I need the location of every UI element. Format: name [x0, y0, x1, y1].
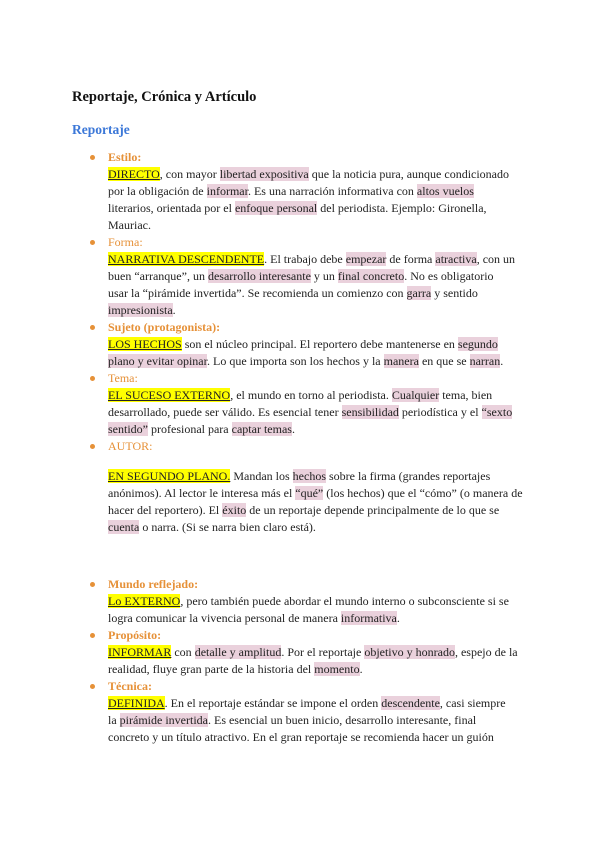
text-segment: , casi siempre [439, 695, 506, 710]
text-segment: del periodista. Ejemplo: Gironella, [317, 200, 487, 215]
text-line [108, 519, 600, 536]
text-segment: y sentido [431, 285, 478, 300]
text-segment: . Es una narración informativa con [247, 183, 417, 198]
text-line [108, 166, 600, 183]
text-segment: literarios, orientada por el [108, 200, 235, 215]
highlighted-phrase: enfoque personal [234, 200, 318, 215]
text-segment: . Por el reportaje [281, 644, 365, 659]
bullet-icon [90, 325, 95, 330]
text-line [108, 251, 600, 268]
text-line [108, 729, 600, 746]
text-segment: por la obligación de [108, 183, 207, 198]
text-segment: Mauriac. [108, 217, 151, 232]
item-label: Mundo reflejado: [108, 576, 199, 591]
list-item [0, 149, 600, 234]
item-body [108, 695, 600, 746]
text-line [108, 183, 600, 200]
text-segment: , con mayor [159, 166, 220, 181]
highlighted-phrase: hechos [292, 468, 326, 483]
text-line [108, 404, 600, 421]
highlighted-phrase: “sexto [481, 404, 513, 419]
text-segment: tema, bien [439, 387, 493, 402]
document-title: Reportaje, Crónica y Artículo [72, 89, 257, 105]
highlighted-phrase: desarrollo interesante [207, 268, 311, 283]
highlighted-phrase: altos vuelos [416, 183, 474, 198]
key-term-highlight: LOS HECHOS [108, 336, 182, 351]
text-segment: y un [310, 268, 338, 283]
highlighted-phrase: narran [469, 353, 501, 368]
highlighted-phrase: segundo [457, 336, 498, 351]
text-line [108, 353, 600, 370]
key-term-highlight: INFORMAR [108, 644, 172, 659]
text-segment: . [291, 421, 295, 436]
highlighted-phrase: cuenta [108, 519, 140, 534]
text-segment: que la noticia pura, aunque condicionado [308, 166, 510, 181]
text-segment: usar la “pirámide invertida”. Se recomienda un comienzo con [108, 285, 407, 300]
text-segment: . El trabajo debe [264, 251, 346, 266]
text-segment: , el mundo en torno al periodista. [230, 387, 392, 402]
text-line [108, 285, 600, 302]
item-label: Tema: [108, 370, 138, 385]
text-line [108, 200, 600, 217]
list-item [0, 627, 600, 678]
text-segment: hacer del reportero). El [108, 502, 223, 517]
text-line [108, 387, 600, 404]
text-line [108, 695, 600, 712]
highlighted-phrase: sensibilidad [341, 404, 399, 419]
highlighted-phrase: empezar [345, 251, 387, 266]
highlighted-phrase: atractiva [435, 251, 477, 266]
text-segment: logra comunicar la vivencia personal de manera [108, 610, 341, 625]
list-item [0, 234, 600, 319]
text-segment: Mandan los [230, 468, 293, 483]
text-line [108, 421, 600, 438]
text-segment: periodística y el [398, 404, 482, 419]
list-item [0, 576, 600, 627]
text-line [108, 302, 600, 319]
highlighted-phrase: descendente [381, 695, 440, 710]
item-body [108, 644, 600, 678]
text-segment: realidad, fluye gran parte de la historia del [108, 661, 315, 676]
text-segment: de un reportaje depende principalmente de lo que se [246, 502, 500, 517]
key-term-highlight: DIRECTO [108, 166, 160, 181]
bullet-icon [90, 240, 95, 245]
text-line [108, 661, 600, 678]
highlighted-phrase: detalle y amplitud [194, 644, 282, 659]
text-segment: , con un [476, 251, 516, 266]
highlighted-phrase: éxito [222, 502, 247, 517]
text-segment: . [172, 302, 176, 317]
item-body [108, 336, 600, 370]
section-heading: Reportaje [72, 122, 130, 137]
list-item [0, 370, 600, 438]
highlighted-phrase: sentido” [108, 421, 148, 436]
highlighted-phrase: libertad expositiva [219, 166, 309, 181]
item-label: Forma: [108, 234, 143, 249]
text-line [108, 217, 600, 234]
text-segment: sobre la firma (grandes reportajes [326, 468, 491, 483]
item-body [108, 166, 600, 234]
text-segment: . [396, 610, 400, 625]
text-segment: concreto y un título atractivo. En el gran reportaje se recomienda hacer un guión [108, 729, 494, 744]
highlighted-phrase: “qué” [295, 485, 324, 500]
highlighted-phrase: Cualquier [391, 387, 440, 402]
key-term-highlight: EL SUCESO EXTERNO [108, 387, 231, 402]
text-line [108, 644, 600, 661]
text-segment: , pero también puede abordar el mundo interno o subconsciente si se [180, 593, 509, 608]
text-line [108, 502, 600, 519]
highlighted-phrase: pirámide invertida [119, 712, 208, 727]
text-segment: . [359, 661, 363, 676]
text-segment: profesional para [148, 421, 232, 436]
text-line [108, 468, 600, 485]
item-body [108, 468, 600, 536]
text-segment: . Es esencial un buen inicio, desarrollo interesante, final [207, 712, 477, 727]
item-body [108, 593, 600, 627]
text-segment: , espejo de la [454, 644, 518, 659]
highlighted-phrase: momento [314, 661, 360, 676]
list-item [0, 678, 600, 746]
highlighted-phrase: plano y evitar opinar [108, 353, 207, 368]
text-segment: . [500, 353, 504, 368]
key-term-highlight: NARRATIVA DESCENDENTE [108, 251, 265, 266]
text-line [108, 485, 600, 502]
item-label: AUTOR: [108, 438, 153, 453]
highlighted-phrase: manera [383, 353, 419, 368]
text-segment: son el núcleo principal. El reportero debe mantenerse en [181, 336, 458, 351]
text-segment: anónimos). Al lector le interesa más el [108, 485, 296, 500]
text-segment: desarrollado, puede ser válido. Es esencial tener [108, 404, 342, 419]
text-segment: . Lo que importa son los hechos y la [206, 353, 384, 368]
key-term-highlight: EN SEGUNDO PLANO. [108, 468, 231, 483]
text-segment: la [108, 712, 120, 727]
item-label: Estilo: [108, 149, 142, 164]
text-segment: (los hechos) que el “cómo” (o manera de [323, 485, 523, 500]
bullet-icon [90, 155, 95, 160]
item-label: Propósito: [108, 627, 162, 642]
text-line [108, 336, 600, 353]
highlighted-phrase: objetivo y honrado [364, 644, 455, 659]
text-segment: en que se [418, 353, 470, 368]
key-term-highlight: Lo EXTERNO [108, 593, 181, 608]
item-body [108, 251, 600, 319]
highlighted-phrase: impresionista [108, 302, 173, 317]
highlighted-phrase: captar temas [231, 421, 292, 436]
bullet-icon [90, 684, 95, 689]
text-line [108, 268, 600, 285]
highlighted-phrase: informar [206, 183, 248, 198]
text-line [108, 712, 600, 729]
item-body [108, 387, 600, 438]
item-label: Sujeto (protagonista): [108, 319, 221, 334]
bullet-icon [90, 633, 95, 638]
text-segment: . No es obligatorio [404, 268, 494, 283]
text-segment: . En el reportaje estándar se impone el orden [164, 695, 382, 710]
bullet-icon [90, 444, 95, 449]
bullet-icon [90, 582, 95, 587]
bullet-list [0, 149, 600, 746]
text-line [108, 593, 600, 610]
text-segment: buen “arranque”, un [108, 268, 208, 283]
highlighted-phrase: garra [406, 285, 432, 300]
bullet-icon [90, 376, 95, 381]
list-item [0, 319, 600, 370]
text-line [108, 610, 600, 627]
text-segment: con [171, 644, 195, 659]
key-term-highlight: DEFINIDA [108, 695, 165, 710]
highlighted-phrase: final concreto [337, 268, 405, 283]
list-item [0, 438, 600, 536]
text-segment: o narra. (Si se narra bien claro está). [139, 519, 316, 534]
text-segment: de forma [386, 251, 436, 266]
item-label: Técnica: [108, 678, 152, 693]
highlighted-phrase: informativa [340, 610, 397, 625]
